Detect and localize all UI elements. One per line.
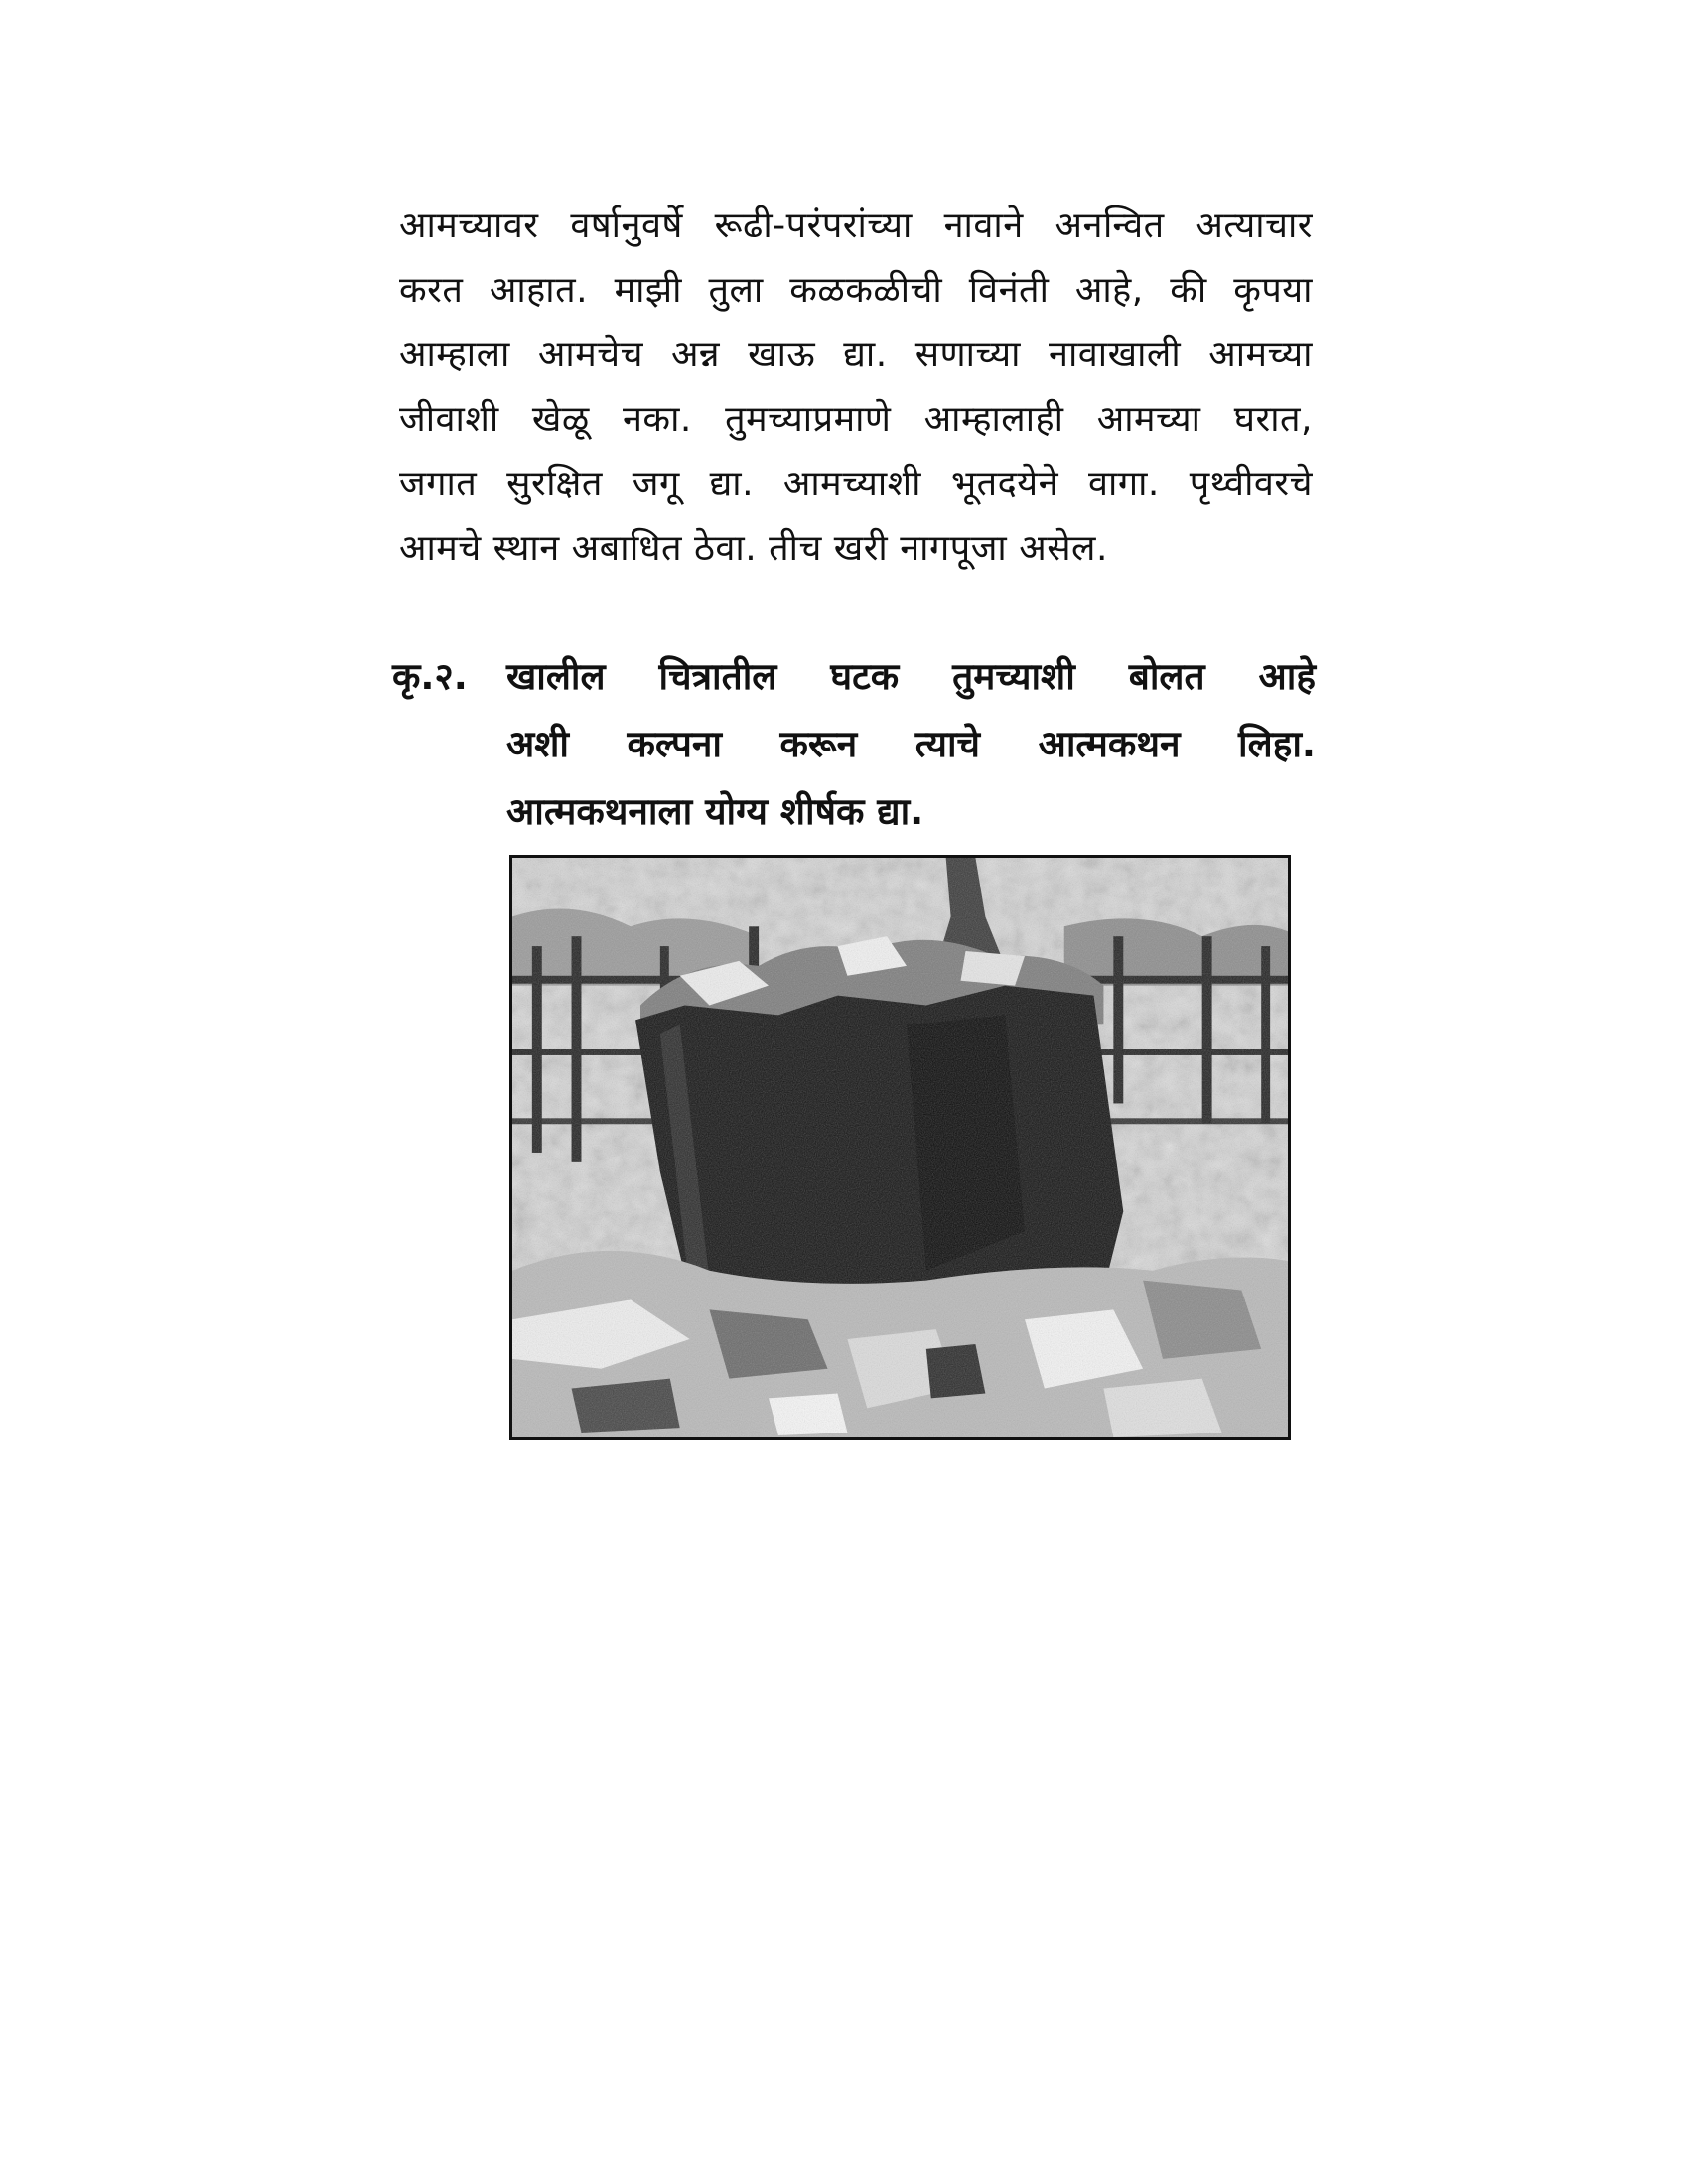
question-line: अशी कल्पना करून त्याचे आत्मकथन लिहा.: [506, 723, 1316, 765]
garbage-bin-photo: [509, 855, 1291, 1440]
garbage-bin-illustration: [512, 858, 1288, 1437]
activity-question: [392, 643, 1316, 846]
question-text: खालील चित्रातील घटक तुमच्याशी बोलत आहे: [506, 655, 1316, 698]
passage-paragraph: [399, 194, 1313, 581]
question-line: [392, 643, 1316, 711]
passage-line: आमच्यावर वर्षानुवर्षे रूढी-परंपरांच्या नावाने अनन्वित अत्याचार: [399, 205, 1313, 246]
passage-line: जगात सुरक्षित जगू द्या. आमच्याशी भूतदयेने वागा. पृथ्वीवरचे: [399, 464, 1313, 504]
passage-line: आम्हाला आमचेच अन्न खाऊ द्या. सणाच्या नावाखाली आमच्या: [399, 335, 1313, 375]
passage-line: करत आहात. माझी तुला कळकळीची विनंती आहे, की कृपया: [399, 270, 1313, 311]
question-line: आत्मकथनाला योग्य शीर्षक द्या.: [506, 790, 924, 833]
question-number: कृ.२.: [392, 655, 468, 698]
passage-line: जीवाशी खेळू नका. तुमच्याप्रमाणे आम्हालाही आमच्या घरात,: [399, 399, 1313, 440]
passage-line: आमचे स्थान अबाधित ठेवा. तीच खरी नागपूजा असेल.: [399, 528, 1108, 569]
